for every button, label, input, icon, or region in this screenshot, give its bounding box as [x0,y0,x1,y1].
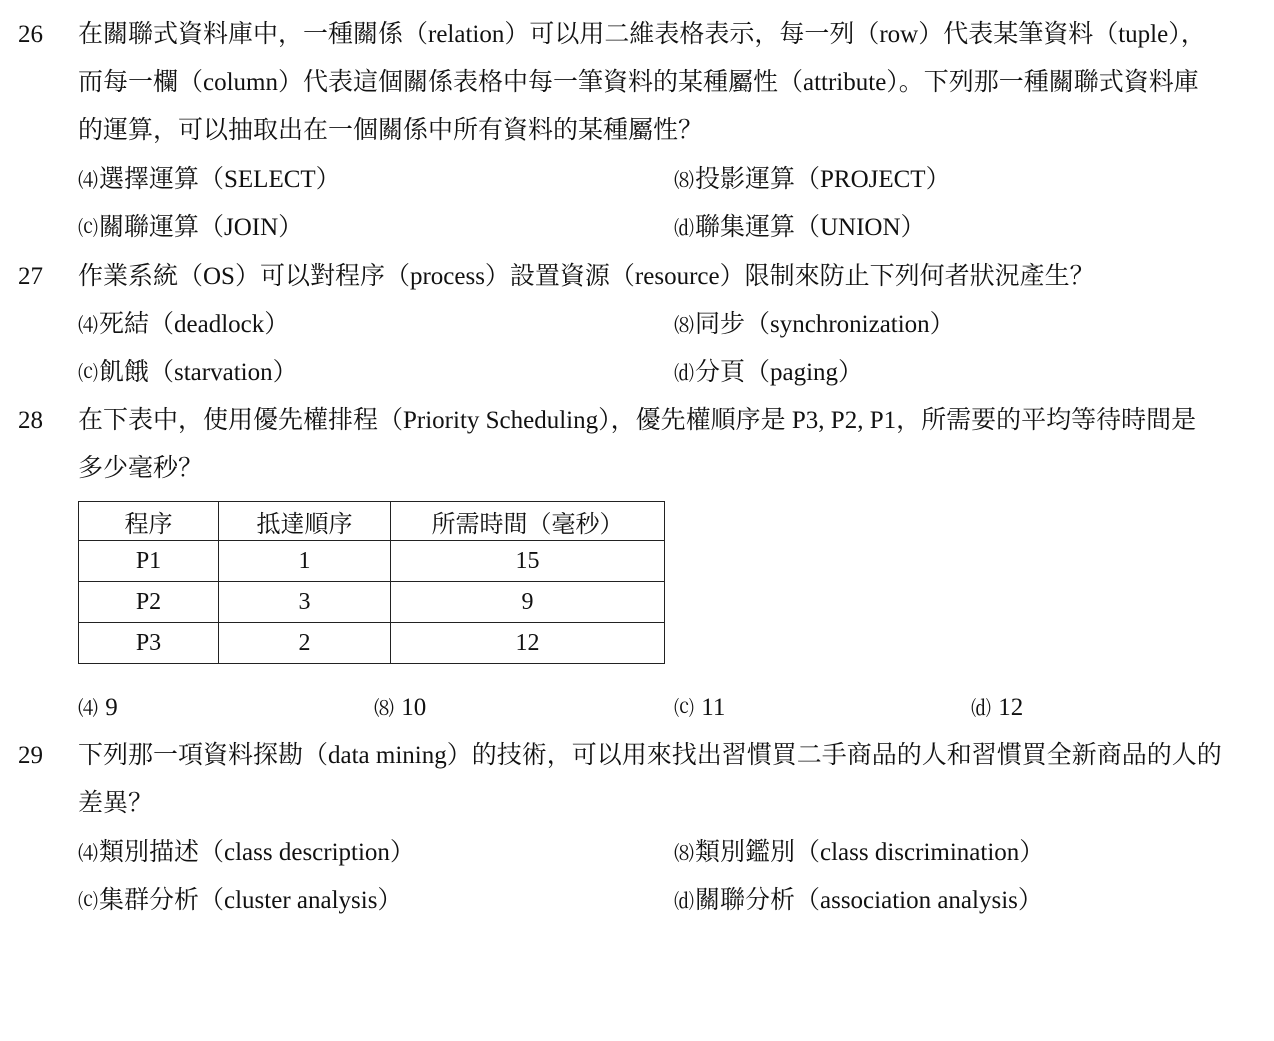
option-text: 集群分析（cluster analysis） [99,887,403,914]
question-text-line: 作業系統（OS）可以對程序（process）設置資源（resource）限制來防止下列何者狀況產生？ [78,263,1095,290]
option-label: ⒞ [78,891,98,913]
table-cell: P3 [79,623,219,664]
option-a[interactable] [78,310,289,341]
question-text-line: 在下表中，使用優先權排程（Priority Scheduling），優先權順序是 P3, P2, P1，所需要的平均等待時間是 [78,407,1197,434]
table-cell: 2 [219,623,391,664]
option-label: ⒟ [674,891,694,913]
option-label: ⒞ [674,698,694,720]
option-text: 分頁（paging） [695,359,864,386]
option-text: 同步（synchronization） [695,311,955,338]
option-text: 11 [701,694,726,721]
option-text: 選擇運算（SELECT） [99,166,341,193]
option-a[interactable] [78,165,341,196]
option-d[interactable] [674,213,926,244]
option-label: ⑷ [78,843,98,865]
question-number: 29 [18,742,43,769]
option-text: 死結（deadlock） [99,311,290,338]
option-label: ⒞ [78,218,98,240]
table-row [79,541,665,582]
table-header-cell: 所需時間（毫秒） [391,502,665,541]
question-text-line: 下列那一項資料探勘（data mining）的技術，可以用來找出習慣買二手商品的人和習慣買全新商品的人的 [78,742,1222,769]
option-b[interactable] [374,693,426,724]
option-text: 關聯運算（JOIN） [99,214,304,241]
option-d[interactable] [971,693,1023,724]
option-label: ⑷ [78,698,98,720]
option-text: 投影運算（PROJECT） [695,166,951,193]
question-text-line: 在關聯式資料庫中，一種關係（relation）可以用二維表格表示，每一列（row）代表某筆資料（tuple）， [78,21,1206,48]
option-label: ⒟ [971,698,991,720]
question-text-line: 多少毫秒？ [78,455,204,482]
option-d[interactable] [674,886,1043,917]
option-c[interactable] [78,886,402,917]
option-label: ⑻ [674,170,694,192]
option-text: 類別鑑別（class discrimination） [695,839,1045,866]
option-text: 10 [401,694,427,721]
option-text: 關聯分析（association analysis） [695,887,1043,914]
option-label: ⒞ [78,363,98,385]
option-label: ⑻ [374,698,394,720]
table-cell: P1 [79,541,219,582]
table-cell: 3 [219,582,391,623]
question-text-line: 差異？ [78,790,154,817]
table-header-row [79,502,665,541]
option-label: ⒟ [674,363,694,385]
option-c[interactable] [78,358,298,389]
question-number: 28 [18,407,43,434]
question-text-line: 的運算，可以抽取出在一個關係中所有資料的某種屬性？ [78,117,704,144]
option-text: 聯集運算（UNION） [695,214,926,241]
table-row [79,582,665,623]
option-label: ⑻ [674,315,694,337]
option-label: ⑷ [78,170,98,192]
option-text: 飢餓（starvation） [99,359,298,386]
option-label: ⑻ [674,843,694,865]
table-row [79,623,665,664]
process-table [78,501,665,664]
option-label: ⒟ [674,218,694,240]
table-cell: 12 [391,623,665,664]
table-cell: 9 [391,582,665,623]
option-text: 類別描述（class description） [99,839,415,866]
option-c[interactable] [78,213,303,244]
question-text-line: 而每一欄（column）代表這個關係表格中每一筆資料的某種屬性（attribute）。下列那一種關聯式資料庫 [78,69,1199,96]
option-a[interactable] [78,838,415,869]
option-b[interactable] [674,165,951,196]
option-text: 9 [105,694,118,721]
option-c[interactable] [674,693,725,724]
option-b[interactable] [674,310,955,341]
option-b[interactable] [674,838,1044,869]
option-d[interactable] [674,358,863,389]
option-text: 12 [998,694,1024,721]
table-header-cell: 程序 [79,502,219,541]
table-cell: P2 [79,582,219,623]
table-cell: 1 [219,541,391,582]
table-header-cell: 抵達順序 [219,502,391,541]
question-number: 26 [18,21,43,48]
question-number: 27 [18,263,43,290]
option-a[interactable] [78,693,118,724]
table-cell: 15 [391,541,665,582]
option-label: ⑷ [78,315,98,337]
